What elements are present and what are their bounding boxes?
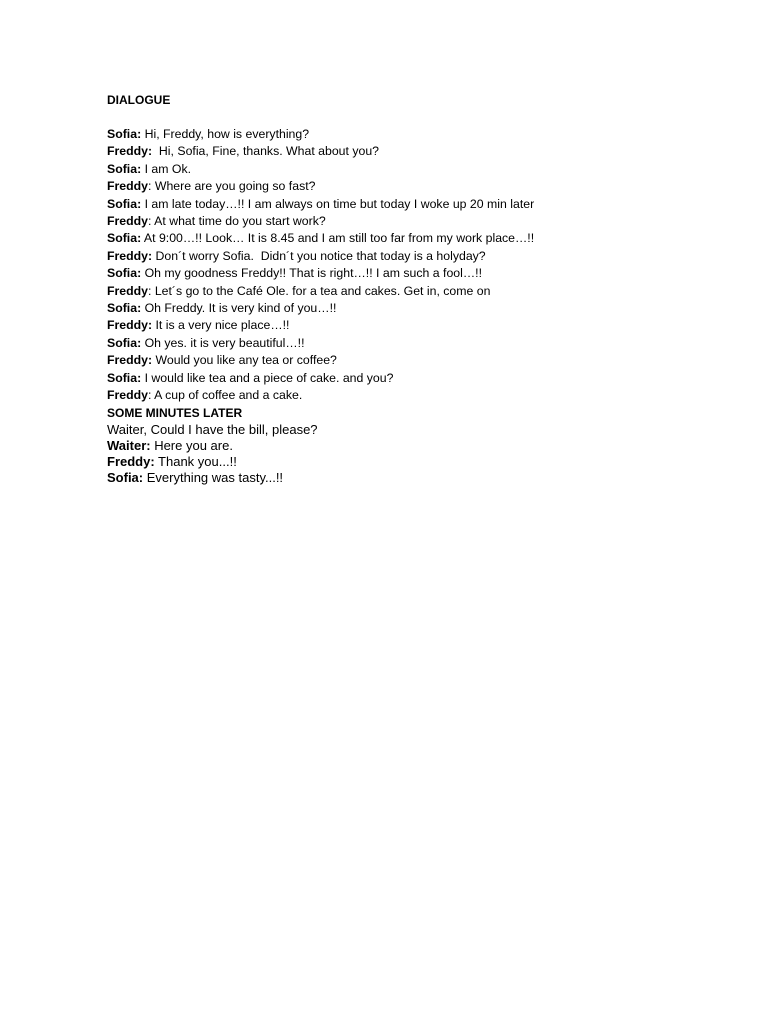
dialogue-line xyxy=(107,161,707,178)
dialogue-line xyxy=(107,213,707,230)
speaker-name: Freddy: xyxy=(107,318,153,333)
line-text: Would you like any tea or coffee? xyxy=(152,353,337,368)
document-heading: DIALOGUE xyxy=(107,93,171,107)
speaker-name: Waiter: xyxy=(107,437,151,453)
dialogue-line xyxy=(107,230,707,247)
dialogue-line xyxy=(107,352,707,369)
speaker-name: Freddy xyxy=(107,214,148,229)
dialogue-line xyxy=(107,317,707,334)
speaker-name: Freddy xyxy=(107,179,148,194)
speaker-name: Sofia: xyxy=(107,335,142,350)
dialogue-line xyxy=(107,248,707,265)
dialogue-line xyxy=(107,370,707,387)
dialogue-line xyxy=(107,283,707,300)
speaker-name: Sofia: xyxy=(107,470,144,486)
speaker-name: Sofia: xyxy=(107,127,142,141)
line-text: Waiter, Could I have the bill, please? xyxy=(107,421,318,437)
line-text: Don´t worry Sofia. Didn´t you notice that today is a holyday? xyxy=(152,248,486,263)
dialogue-line xyxy=(107,470,707,486)
line-text: : Where are you going so fast? xyxy=(148,179,316,194)
dialogue-line xyxy=(107,196,707,213)
dialogue-line xyxy=(107,265,707,282)
speaker-name: Freddy xyxy=(107,388,148,403)
line-text: Here you are. xyxy=(150,437,233,453)
line-text: Oh my goodness Freddy!! That is right…!! I am such a fool…!! xyxy=(141,266,482,281)
dialogue-line xyxy=(107,387,707,404)
dialogue-line xyxy=(107,438,707,454)
line-text: Oh yes. it is very beautiful…!! xyxy=(141,335,305,350)
dialogue-line xyxy=(107,143,707,160)
speaker-name: Sofia: xyxy=(107,196,142,211)
line-text: Thank you...!! xyxy=(154,453,237,469)
line-text: I would like tea and a piece of cake. and you? xyxy=(141,370,394,385)
line-text: I am late today…!! I am always on time but today I woke up 20 min later xyxy=(141,196,535,211)
dialogue-line xyxy=(107,422,707,438)
line-text: : Let´s go to the Café Ole. for a tea and cakes. Get in, come on xyxy=(148,283,491,298)
line-text: Hi, Freddy, how is everything? xyxy=(141,127,310,141)
line-text: I am Ok. xyxy=(141,161,192,176)
speaker-name: Freddy: xyxy=(107,144,153,159)
line-text: : At what time do you start work? xyxy=(148,214,326,229)
line-text: Hi, Sofia, Fine, thanks. What about you? xyxy=(152,144,380,159)
speaker-name: Freddy xyxy=(107,283,148,298)
speaker-name: Sofia: xyxy=(107,231,142,246)
dialogue-lines xyxy=(107,126,707,405)
speaker-name: Freddy: xyxy=(107,248,153,263)
dialogue-line xyxy=(107,178,707,195)
speaker-name: Freddy: xyxy=(107,353,153,368)
line-text: : A cup of coffee and a cake. xyxy=(148,388,303,403)
speaker-name: Sofia: xyxy=(107,370,142,385)
speaker-name: Sofia: xyxy=(107,266,142,281)
later-dialogue-lines xyxy=(107,422,707,487)
line-text: Everything was tasty...!! xyxy=(143,470,284,486)
line-text: Oh Freddy. It is very kind of you…!! xyxy=(141,301,337,316)
section-title: SOME MINUTES LATER xyxy=(107,405,243,420)
dialogue-content xyxy=(107,92,707,486)
line-text: At 9:00…!! Look… It is 8.45 and I am still too far from my work place…!! xyxy=(141,231,535,246)
dialogue-line xyxy=(107,454,707,470)
line-text: It is a very nice place…!! xyxy=(152,318,290,333)
dialogue-line xyxy=(107,335,707,352)
speaker-name: Sofia: xyxy=(107,301,142,316)
dialogue-line xyxy=(107,126,707,143)
dialogue-line xyxy=(107,300,707,317)
speaker-name: Freddy: xyxy=(107,453,155,469)
speaker-name: Sofia: xyxy=(107,161,142,176)
